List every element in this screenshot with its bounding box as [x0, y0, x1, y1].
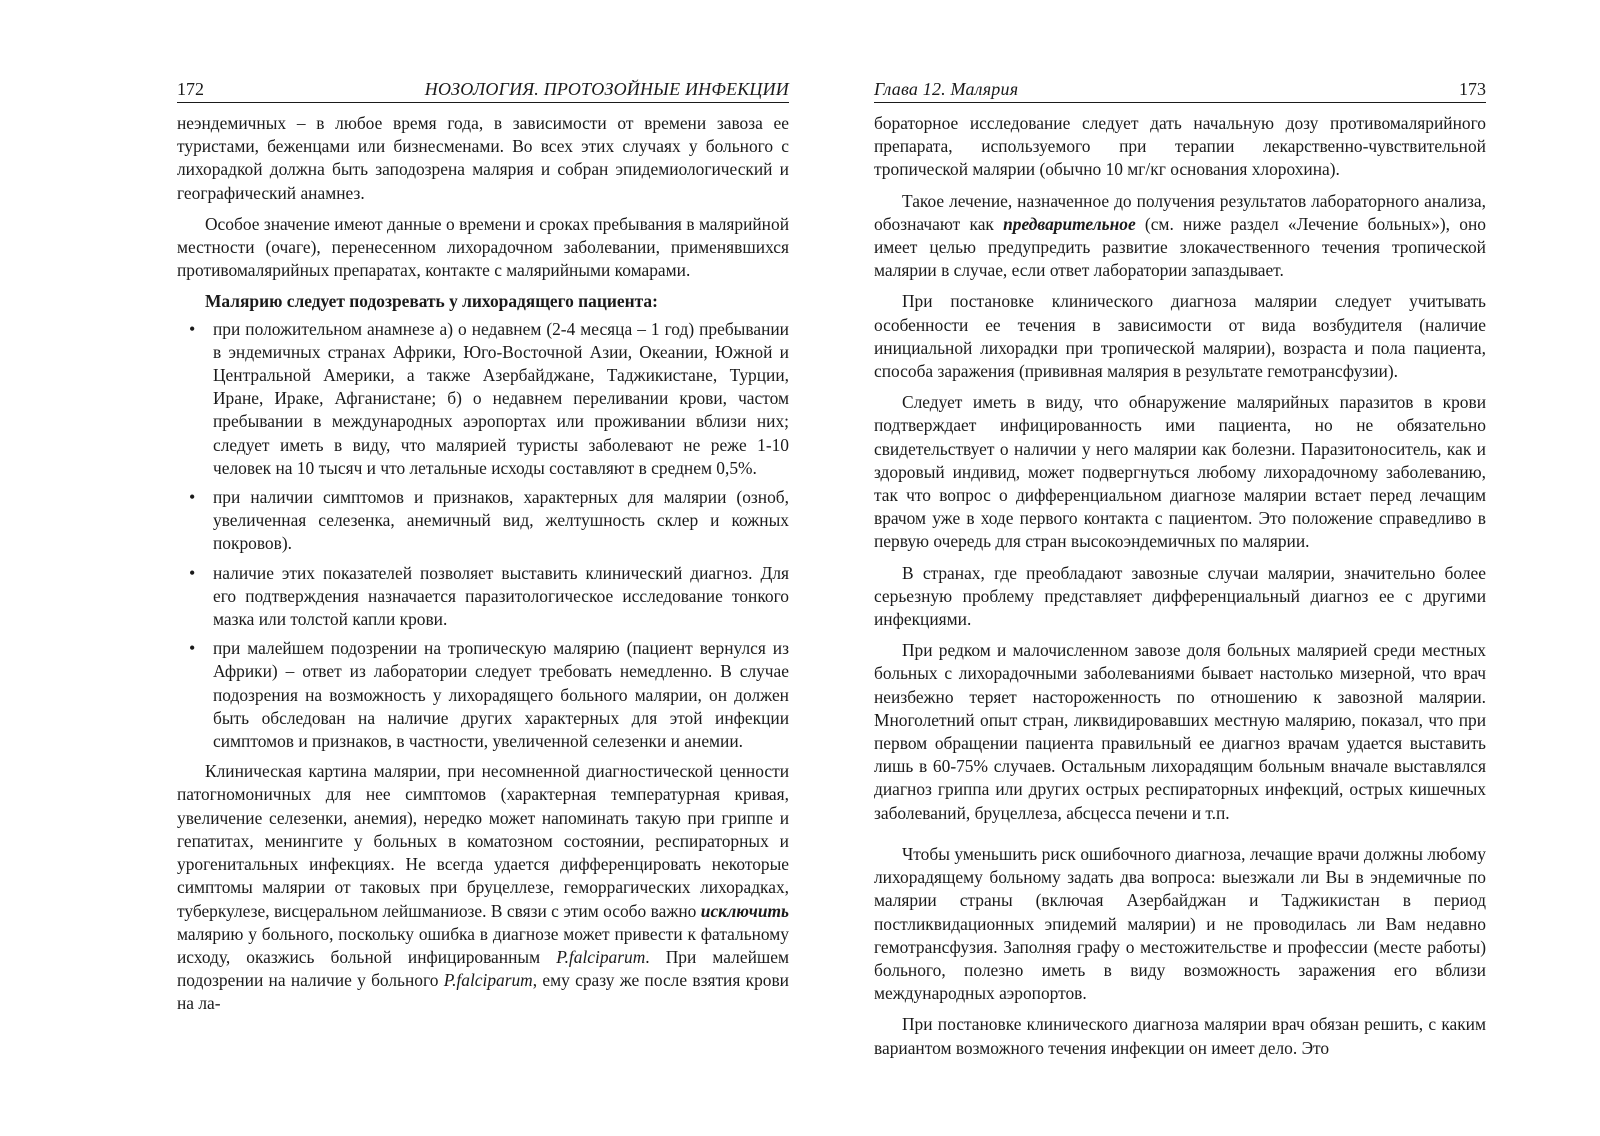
- left-page: [177, 78, 789, 1024]
- text-run: малярию у больного, поскольку ошибка в диагнозе может привести к фатальному исходу, оказжись больной инфицированным: [177, 923, 789, 967]
- right-running-title: Глава 12. Малярия: [874, 79, 1019, 99]
- text-run: Такое лечение, назначенное до получения результатов лабораторного анализа, обозначают как: [874, 190, 1486, 234]
- bullet-item-2: [177, 486, 789, 556]
- bullet-item-4: [177, 637, 789, 753]
- left-page-body: [177, 112, 789, 1016]
- text-run: (см. ниже раздел «Лечение больных»), оно имеет целью предупредить развитие злокачественного течения тропической малярии в случае, если ответ лаборатории запаздывает.: [874, 213, 1486, 281]
- right-page-number: 173: [1459, 79, 1486, 99]
- emphasis-preliminary: предварительное: [1003, 213, 1136, 234]
- left-bold-lead: Малярию следует подозревать у лихорадящего пациента:: [205, 291, 658, 312]
- right-paragraph-5: В странах, где преобладают завозные случаи малярии, значительно более серьезную проблему представляет дифференциальный диагноз ее с другими инфекциями.: [874, 562, 1486, 630]
- text-run: , ему сразу же после взятия крови на ла-: [177, 970, 789, 1014]
- left-running-title: НОЗОЛОГИЯ. ПРОТОЗОЙНЫЕ ИНФЕКЦИИ: [424, 79, 789, 99]
- bullet-text: наличие этих показателей позволяет выставить клинический диагноз. Для его подтверждения назначается паразитологическое исследование тонкого мазка или толстой капли крови.: [213, 562, 789, 630]
- right-paragraph-8: При постановке клинического диагноза малярии врач обязан решить, с каким вариантом возможного течения инфекции он имеет дело. Это: [874, 1014, 1486, 1058]
- right-paragraph-2: [874, 190, 1486, 283]
- left-page-header: [177, 78, 789, 103]
- right-page-header: [874, 78, 1486, 103]
- left-paragraph-3: [177, 760, 789, 1015]
- bullet-icon: •: [189, 638, 196, 659]
- text-run: Клиническая картина малярии, при несомненной диагностической ценности патогномоничных для нее симптомов (характерная температурная кривая, увеличение селезенки, анемия), нередко может напоминать такую при гриппе и гепатитах, менингите у больных в коматозном состоянии, респираторных и урогенитальных инфекциях. Не всегда удается дифференцировать некоторые симптомы малярии от таковых при бруцеллезе, геморрагических лихорадках, туберкулезе, висцеральном лейшманиозе. В связи с этим особо важно: [177, 761, 789, 921]
- species-name: P.falciparum: [443, 970, 533, 991]
- bullet-icon: •: [189, 487, 196, 508]
- left-page-number: 172: [177, 79, 204, 99]
- right-page-body: [874, 112, 1486, 1060]
- right-paragraph-3: При постановке клинического диагноза малярии следует учитывать особенности ее течения в зависимости от вида возбудителя (наличие инициальной лихорадки при тропической малярии), возраста и пола пациента, способа заражения (прививная малярия в результате гемотрансфузии).: [874, 291, 1486, 382]
- bullet-item-3: [177, 562, 789, 632]
- right-paragraph-6: При редком и малочисленном завозе доля больных малярией среди местных больных с лихорадочными заболеваниями бывает настолько мизерной, что врач неизбежно теряет настороженность по отношению к завозной малярии. Многолетний опыт стран, ликвидировавших местную малярию, показал, что при первом обращении пациента правильный ее диагноз врачам удается выставить лишь в 60-75% случаев. Остальным лихорадящим больным вначале выставлялся диагноз гриппа или других острых респираторных инфекций, острых кишечных заболеваний, бруцеллеза, абсцесса печени и т.п.: [874, 640, 1486, 823]
- bullet-text: при малейшем подозрении на тропическую малярию (пациент вернулся из Африки) – ответ из лаборатории следует требовать немедленно. В случае подозрения на возможность у лихорадящего больного малярии, он должен быть обследован на наличие других характерных для этой инфекции симптомов и признаков, в частности, увеличенной селезенки и анемии.: [213, 638, 789, 752]
- bullet-text: при наличии симптомов и признаков, характерных для малярии (озноб, увеличенная селезенка, анемичный вид, желтушность склер и кожных покровов).: [213, 487, 789, 554]
- species-name: P.falciparum: [556, 946, 646, 967]
- text-run: . При малейшем подозрении на наличие у больного: [177, 946, 789, 991]
- bullet-item-1: [177, 318, 789, 480]
- right-paragraph-7: Чтобы уменьшить риск ошибочного диагноза, лечащие врачи должны любому лихорадящему больному задать два вопроса: выезжали ли Вы в эндемичные по малярии страны (включая Азербайджан и Таджикистан в период постликвидационных эпидемий малярии) и не проводилась ли Вам недавно гемотрансфузия. Заполняя графу о местожительстве и профессии (месте работы) больного, полезно иметь в виду возможность заражения его вблизи международных аэропортов.: [874, 843, 1486, 1004]
- right-paragraph-4: Следует иметь в виду, что обнаружение малярийных паразитов в крови подтверждает инфицированность ими пациента, но не обязательно свидетельствует о наличии у него малярии как болезни. Паразитоноситель, как и здоровый индивид, может подвергнуться любому лихорадочному заболеванию, так что вопрос о дифференциальном диагнозе малярии встает перед лечащим врачом уже в ходе первого контакта с пациентом. Это положение справедливо в первую очередь для стран высокоэндемичных по малярии.: [874, 392, 1486, 552]
- left-paragraph-2: Особое значение имеют данные о времени и сроках пребывания в малярийной местности (очаге), перенесенном лихорадочном заболевании, применявшихся противомалярийных препаратах, контакте с малярийными комарами.: [177, 213, 789, 281]
- left-paragraph-1: неэндемичных – в любое время года, в зависимости от времени завоза ее туристами, беженцами или бизнесменами. Во всех этих случаях у больного с лихорадкой должна быть заподозрена малярия и собран эпидемиологический и географический анамнез.: [177, 113, 789, 203]
- symptom-bullet-list: [177, 318, 789, 754]
- right-paragraph-1: бораторное исследование следует дать начальную дозу противомалярийного препарата, используемого при терапии лекарственно-чувствительной тропической малярии (обычно 10 мг/кг основания хлорохина).: [874, 113, 1486, 180]
- bullet-icon: •: [189, 562, 196, 583]
- bullet-text: при положительном анамнезе а) о недавнем (2-4 месяца – 1 год) пребывании в эндемичных странах Африки, Юго-Восточной Азии, Океании, Южной и Центральной Америки, а также Азербайджане, Таджикистане, Турции, Иране, Ираке, Афганистане; б) о недавнем переливании крови, частом пребывании в международных аэропортах или проживании вблизи них; следует иметь в виду, что малярией туристы заболевают не реже 1-10 человек на 10 тысяч и что летальные исходы составляют в среднем 0,5%.: [213, 318, 789, 478]
- right-page: [874, 78, 1486, 1068]
- emphasis-exclude: исключить: [700, 900, 789, 921]
- bullet-icon: •: [189, 318, 196, 339]
